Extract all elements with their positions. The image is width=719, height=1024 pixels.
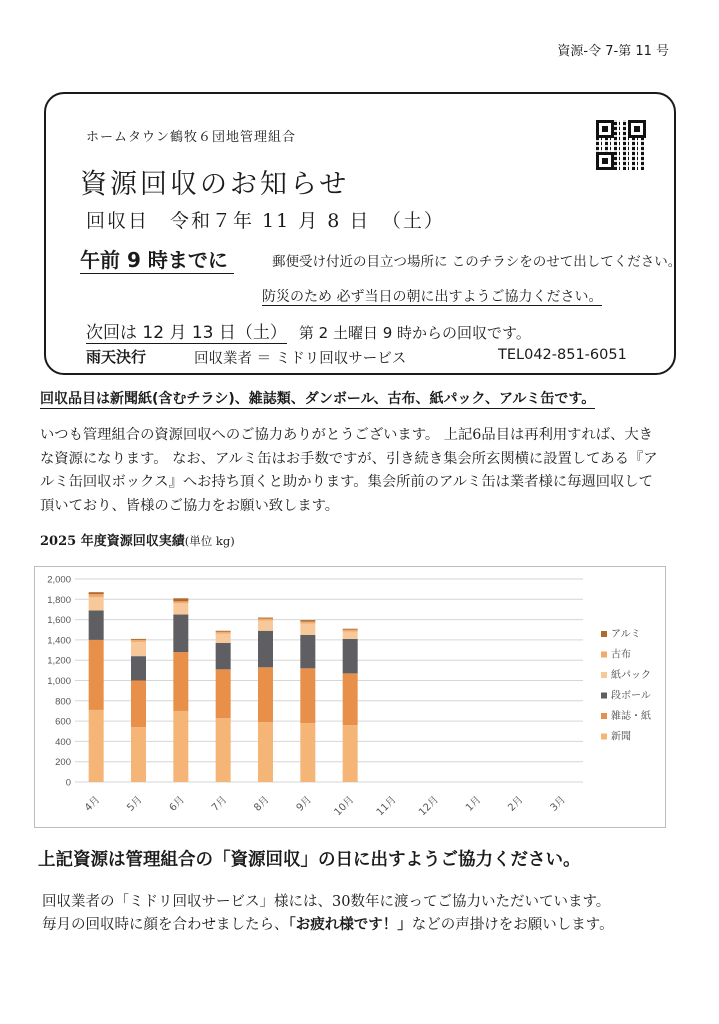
bar-segment [173, 601, 188, 603]
bar-segment [89, 597, 104, 610]
chart-heading [40, 530, 235, 549]
bar-segment [258, 722, 273, 782]
x-tick-label: 5月 [125, 794, 145, 814]
bar-segment [89, 594, 104, 597]
bar-segment [216, 669, 231, 718]
phone-number: TEL042-851-6051 [498, 347, 627, 363]
legend-label: 新聞 [611, 731, 631, 743]
recycling-chart [35, 567, 665, 827]
body-paragraph: いつも管理組合の資源回収へのご協力ありがとうございます。 上記6品目は再利用すれば、大きな資源になります。 なお、アルミ缶はお手数ですが、引き続き集会所玄関横に設置してある『アルミ缶回収ボックス』へお持ち頂くと助かります。集会所前のアルミ缶は業者様に毎週回収して頂いており、皆様のご協力をお願い致します。 [40, 427, 658, 514]
qr-code-icon [596, 120, 646, 170]
y-tick-label: 1,600 [47, 615, 71, 627]
x-tick-label: 2月 [506, 794, 526, 814]
collection-items: 回収品目は新聞紙(含むチラシ)、雑誌類、ダンボール、古布、紙パック、アルミ缶です。 [40, 388, 595, 409]
bar-segment [216, 634, 231, 643]
bar-segment [173, 711, 188, 782]
instruction-disaster-text: 防災のため 必ず当日の朝に出すようご協力ください。 [262, 289, 603, 305]
y-tick-label: 1,400 [47, 635, 71, 647]
bar-segment [300, 668, 315, 723]
y-tick-label: 1,800 [47, 594, 71, 606]
x-tick-label: 3月 [548, 794, 568, 814]
bar-segment [343, 725, 358, 782]
bar-segment [258, 631, 273, 668]
bar-segment [173, 615, 188, 653]
bar-segment [131, 639, 146, 640]
next-collection [86, 318, 531, 343]
legend-label: 雑誌・紙 [611, 711, 651, 722]
y-tick-label: 2,000 [47, 574, 71, 586]
chart-unit: (単位 kg) [184, 534, 235, 548]
bar-segment [216, 631, 231, 632]
collector-name: 回収業者 ＝ ミドリ回収サービス [194, 351, 407, 367]
legend-swatch [601, 631, 607, 637]
y-tick-label: 600 [55, 716, 71, 728]
chart-frame [34, 566, 666, 828]
bar-segment [343, 632, 358, 639]
bar-segment [300, 620, 315, 622]
y-tick-label: 1,200 [47, 655, 71, 667]
chart-heading-text: 2025 年度資源回収実績 [40, 534, 185, 549]
legend-label: 古布 [611, 649, 631, 661]
footer-line-2-bold: 「お疲れ様です！」 [288, 916, 412, 933]
organization-name: ホームタウン鶴牧６団地管理組合 [86, 130, 297, 145]
rain-policy: 雨天決行 [86, 348, 147, 366]
x-tick-label: 10月 [332, 794, 357, 819]
bar-segment [131, 727, 146, 782]
bar-segment [216, 643, 231, 669]
bar-segment [89, 640, 104, 710]
y-tick-label: 800 [55, 696, 71, 708]
legend-label: アルミ [611, 629, 641, 640]
notice-title: 資源回収のお知らせ [80, 169, 350, 200]
bar-segment [173, 598, 188, 601]
bar-segment [89, 592, 104, 594]
next-collection-date: 次回は 12 月 13 日（土） [86, 323, 287, 343]
legend-swatch [601, 652, 607, 658]
x-tick-label: 6月 [167, 794, 187, 814]
legend-swatch [601, 734, 607, 740]
x-tick-label: 9月 [294, 794, 314, 814]
y-tick-label: 0 [65, 777, 71, 789]
bar-segment [300, 622, 315, 624]
document-number: 資源-令 7-第 11 号 [557, 44, 669, 59]
x-tick-label: 7月 [209, 794, 230, 814]
bar-segment [216, 632, 231, 634]
bar-segment [258, 619, 273, 621]
bar-segment [173, 652, 188, 711]
footer-line-2-post: などの声掛けをお願いします。 [411, 917, 614, 933]
bar-segment [343, 630, 358, 632]
bar-segment [258, 667, 273, 722]
x-tick-label: 8月 [252, 794, 272, 814]
collection-date: 回収日 令和７年 11 月 8 日 （土） [86, 210, 445, 232]
footer-line-2-pre: 毎月の回収時に顔を合わせましたら、 [42, 917, 289, 933]
footer-main: 上記資源は管理組合の「資源回収」の日に出すようご協力ください。 [38, 850, 581, 870]
bar-segment [258, 621, 273, 631]
bar-segment [300, 635, 315, 668]
instruction-disaster [262, 286, 602, 306]
x-tick-label: 11月 [374, 794, 399, 819]
x-tick-label: 12月 [417, 794, 441, 819]
footer-line-1: 回収業者の「ミドリ回収サービス」様には、30数年に渡ってご協力いただいています。 [42, 894, 611, 910]
deadline-text: 午前 9 時までに [80, 244, 234, 274]
legend-swatch [601, 713, 607, 719]
instruction-placement: 郵便受け付近の目立つ場所に このチラシをのせて出してください。 [272, 254, 682, 270]
bar-segment [131, 640, 146, 642]
legend-swatch [601, 672, 607, 678]
y-tick-label: 1,000 [47, 676, 71, 687]
legend-label: 紙パック [611, 670, 651, 681]
bar-segment [173, 603, 188, 614]
bar-segment [131, 642, 146, 656]
bar-segment [300, 624, 315, 635]
bar-segment [258, 618, 273, 619]
bar-segment [300, 723, 315, 782]
footer-line-2 [42, 913, 614, 934]
bar-segment [343, 639, 358, 674]
x-tick-label: 1月 [463, 794, 484, 814]
y-tick-label: 400 [55, 736, 71, 748]
bar-segment [89, 710, 104, 782]
bar-segment [216, 718, 231, 782]
x-tick-label: 4月 [82, 794, 103, 814]
bar-segment [343, 629, 358, 630]
legend-swatch [601, 693, 607, 699]
legend-label: 段ボール [611, 690, 651, 702]
bar-segment [343, 673, 358, 725]
bar-segment [131, 656, 146, 680]
y-tick-label: 200 [55, 757, 71, 769]
bar-segment [131, 681, 146, 728]
bar-segment [89, 610, 104, 639]
next-collection-detail: 第 2 土曜日 9 時からの回収です。 [298, 324, 531, 342]
